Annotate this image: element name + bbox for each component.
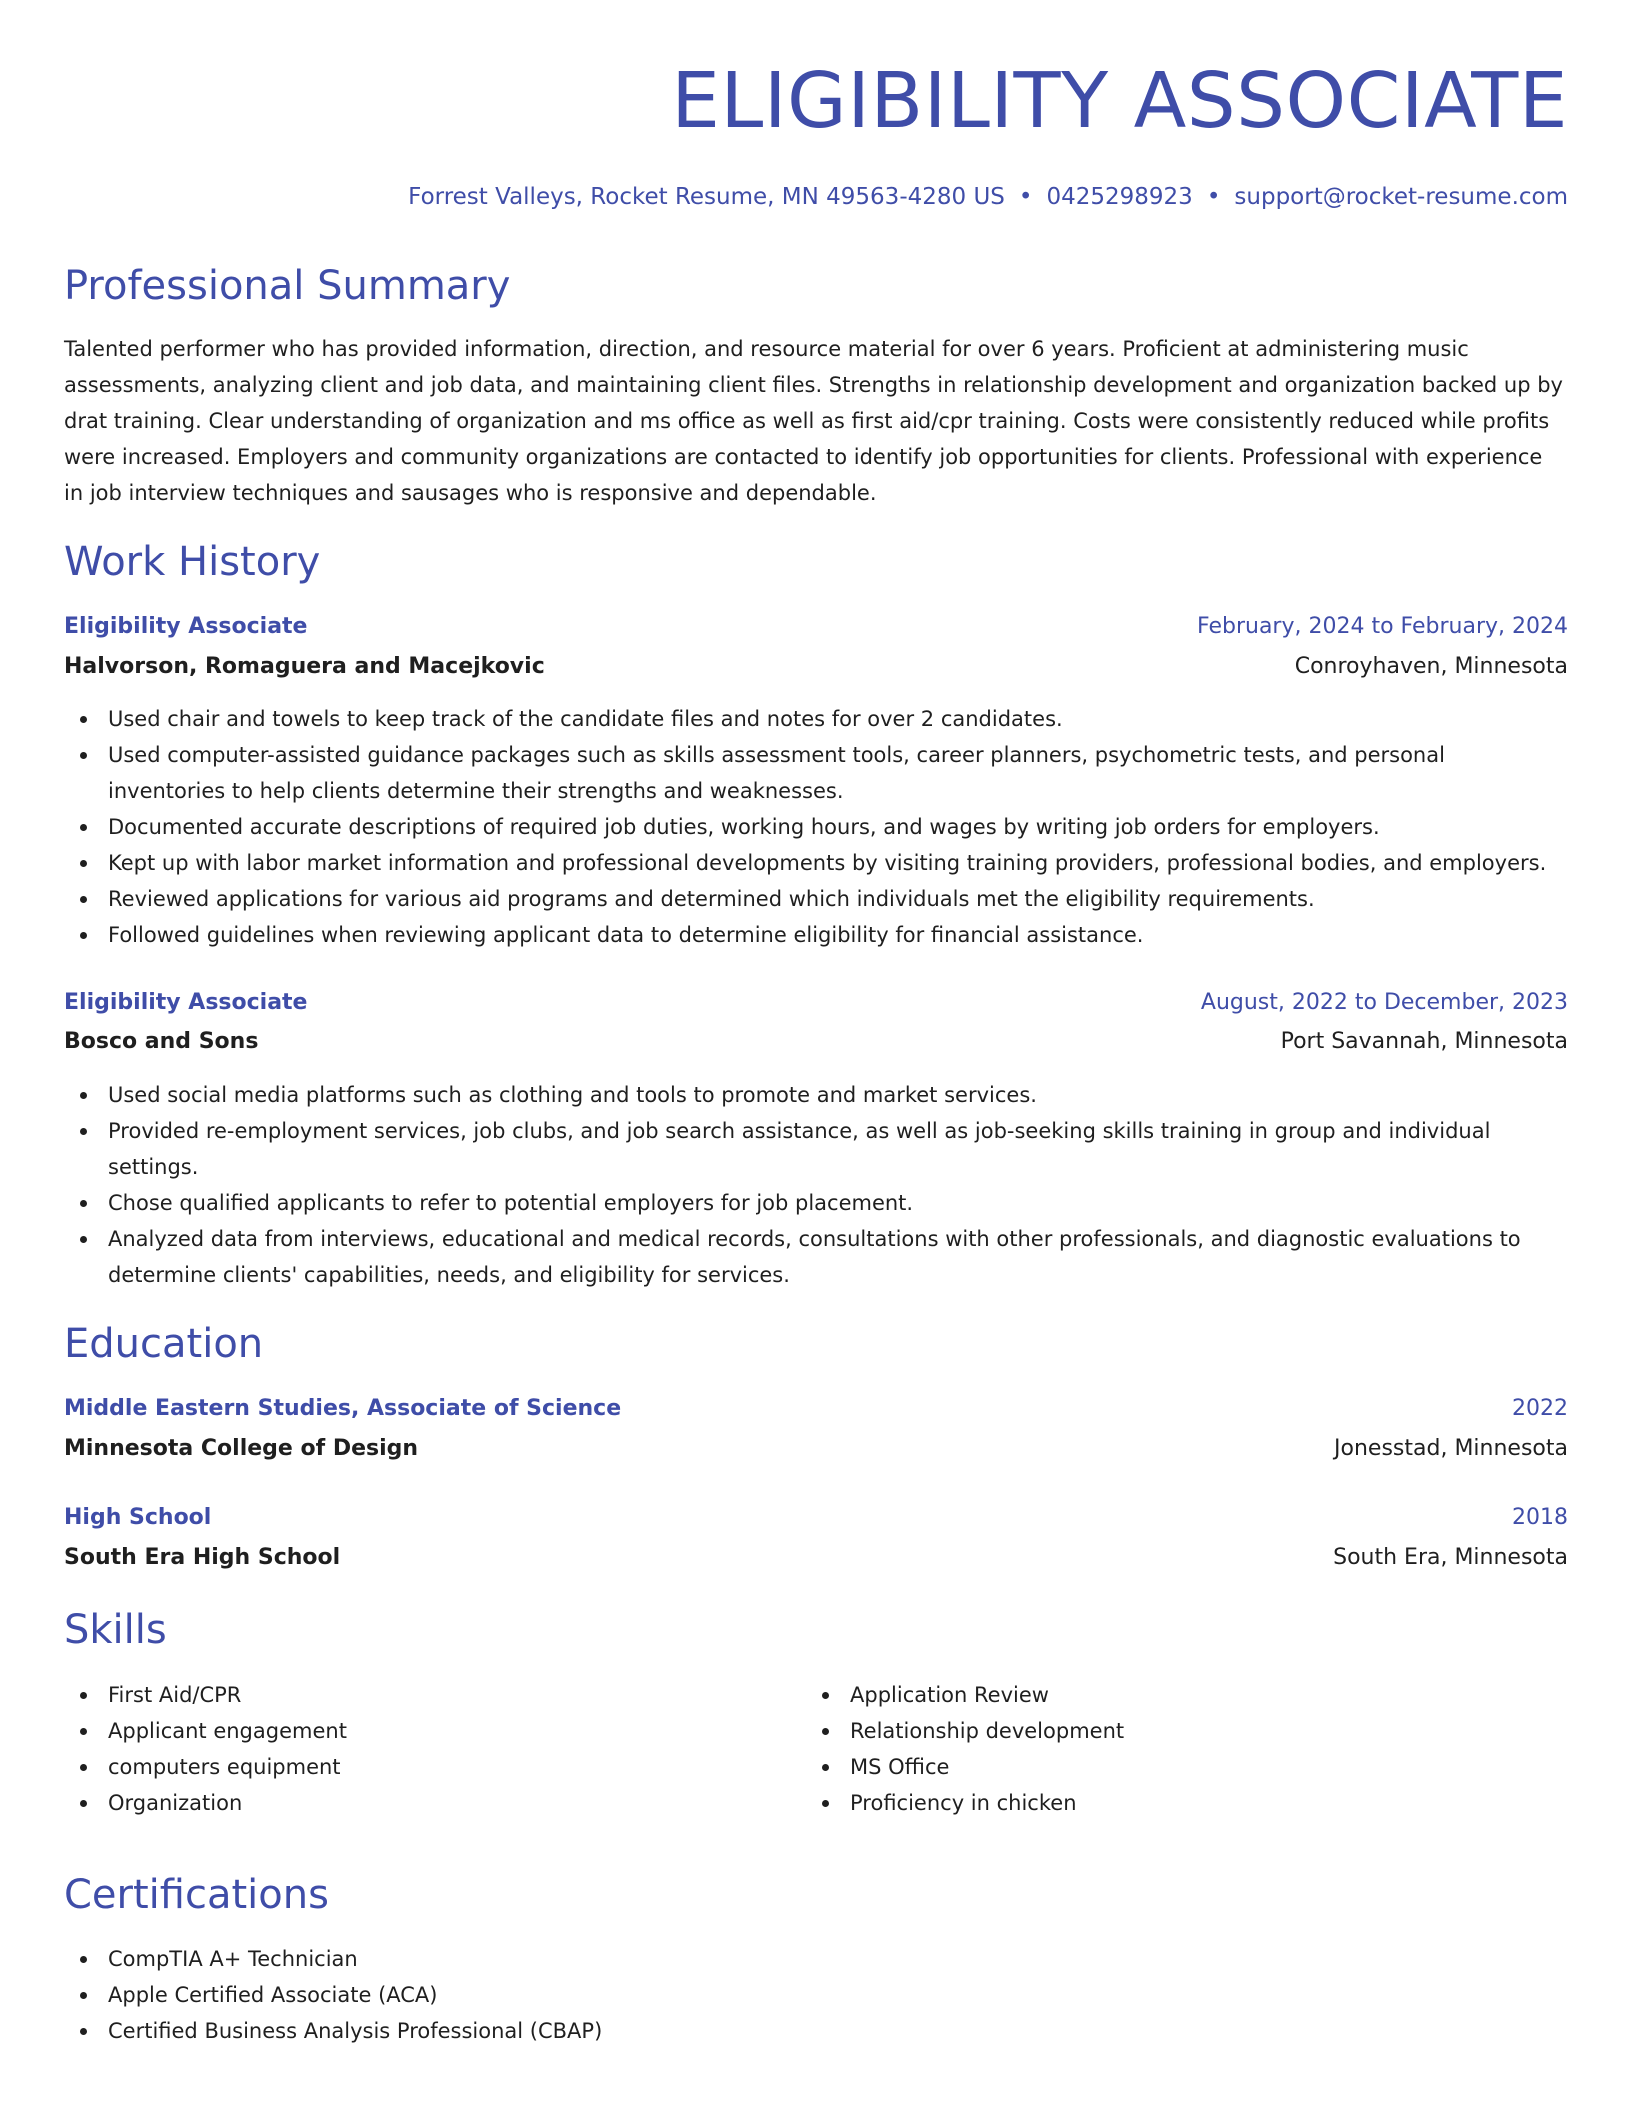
job-header — [64, 609, 1568, 645]
job-title: Eligibility Associate — [64, 990, 308, 1015]
certifications-list — [64, 1941, 1568, 2049]
job-company-row — [64, 649, 1568, 685]
job-bullet: Provided re-employment services, job clubs, and job search assistance, as well as job-seeking skills training in group and individual settings. — [64, 1113, 1568, 1185]
job-location: Port Savannah, Minnesota — [1280, 1029, 1568, 1054]
skill-item: Proficiency in chicken — [806, 1785, 1506, 1821]
job-header — [64, 985, 1568, 1021]
skill-item: computers equipment — [64, 1749, 764, 1785]
skill-item: Relationship development — [806, 1713, 1506, 1749]
job-bullet: Documented accurate descriptions of required job duties, working hours, and wages by writing job orders for employers. — [64, 809, 1568, 845]
education-year: 2018 — [1512, 1505, 1568, 1530]
skill-item: Application Review — [806, 1677, 1506, 1713]
job-dates: August, 2022 to December, 2023 — [1200, 990, 1568, 1015]
education-school: Minnesota College of Design — [64, 1436, 419, 1461]
job-location: Conroyhaven, Minnesota — [1294, 654, 1568, 679]
job-bullet: Chose qualified applicants to refer to potential employers for job placement. — [64, 1185, 1568, 1221]
education-degree: Middle Eastern Studies, Associate of Science — [64, 1396, 622, 1421]
education-header — [64, 1500, 1568, 1536]
contact-separator: • — [1018, 184, 1033, 210]
resume-title: ELIGIBILITY ASSOCIATE — [671, 57, 1568, 146]
job-bullet: Used computer-assisted guidance packages such as skills assessment tools, career planners, psychometric tests, and personal inventories to help clients determine their strengths and weaknesses. — [64, 737, 1568, 809]
job-bullet: Used chair and towels to keep track of the candidate files and notes for over 2 candidates. — [64, 701, 1568, 737]
education-location: South Era, Minnesota — [1333, 1545, 1568, 1570]
contact-phone: 0425298923 — [1046, 184, 1193, 210]
contact-separator: • — [1206, 184, 1221, 210]
education-location: Jonesstad, Minnesota — [1334, 1436, 1568, 1461]
education-header — [64, 1391, 1568, 1427]
education-year: 2022 — [1512, 1396, 1568, 1421]
skills-list-left — [64, 1677, 764, 1821]
job-bullets — [64, 701, 1568, 953]
skill-item: First Aid/CPR — [64, 1677, 764, 1713]
certification-item: CompTIA A+ Technician — [64, 1941, 1568, 1977]
skill-item: Organization — [64, 1785, 764, 1821]
job-dates: February, 2024 to February, 2024 — [1197, 614, 1568, 639]
job-bullets — [64, 1077, 1568, 1293]
job-bullet: Followed guidelines when reviewing applicant data to determine eligibility for financial assistance. — [64, 917, 1568, 953]
education-school-row — [64, 1431, 1568, 1467]
work-history-heading: Work History — [64, 539, 321, 585]
job-bullet: Used social media platforms such as clothing and tools to promote and market services. — [64, 1077, 1568, 1113]
skills-heading: Skills — [64, 1607, 167, 1653]
job-company-row — [64, 1024, 1568, 1060]
skills-list-right — [806, 1677, 1506, 1821]
job-company: Halvorson, Romaguera and Macejkovic — [64, 654, 545, 679]
contact-line — [408, 180, 1568, 214]
job-bullet: Reviewed applications for various aid programs and determined which individuals met the eligibility requirements. — [64, 881, 1568, 917]
job-bullet: Analyzed data from interviews, educational and medical records, consultations with other professionals, and diagnostic evaluations to determine clients' capabilities, needs, and eligibility for services. — [64, 1221, 1568, 1293]
certification-item: Certified Business Analysis Professional (CBAP) — [64, 2013, 1568, 2049]
certification-item: Apple Certified Associate (ACA) — [64, 1977, 1568, 2013]
summary-heading: Professional Summary — [64, 263, 511, 309]
summary-text: Talented performer who has provided information, direction, and resource material for over 6 years. Proficient at administering music assessments, analyzing client and job data, and maintaining client files. Strengths in relationship development and organization backed up by drat training. Clear understanding of organization and ms office as well as first aid/cpr training. Costs were consistently reduced while profits were increased. Employers and community organizations are contacted to identify job opportunities for clients. Professional with experience in job interview techniques and sausages who is responsive and dependable. — [64, 337, 1563, 505]
contact-email[interactable]: support@rocket-resume.com — [1234, 184, 1568, 210]
education-degree: High School — [64, 1505, 212, 1530]
education-heading: Education — [64, 1321, 264, 1367]
skill-item: Applicant engagement — [64, 1713, 764, 1749]
skill-item: MS Office — [806, 1749, 1506, 1785]
education-school-row — [64, 1540, 1568, 1576]
job-company: Bosco and Sons — [64, 1029, 259, 1054]
job-title: Eligibility Associate — [64, 614, 308, 639]
job-bullet: Kept up with labor market information and professional developments by visiting training providers, professional bodies, and employers. — [64, 845, 1568, 881]
certifications-heading: Certifications — [64, 1872, 329, 1918]
education-school: South Era High School — [64, 1545, 341, 1570]
contact-address: Forrest Valleys, Rocket Resume, MN 49563-4280 US — [408, 184, 1005, 210]
